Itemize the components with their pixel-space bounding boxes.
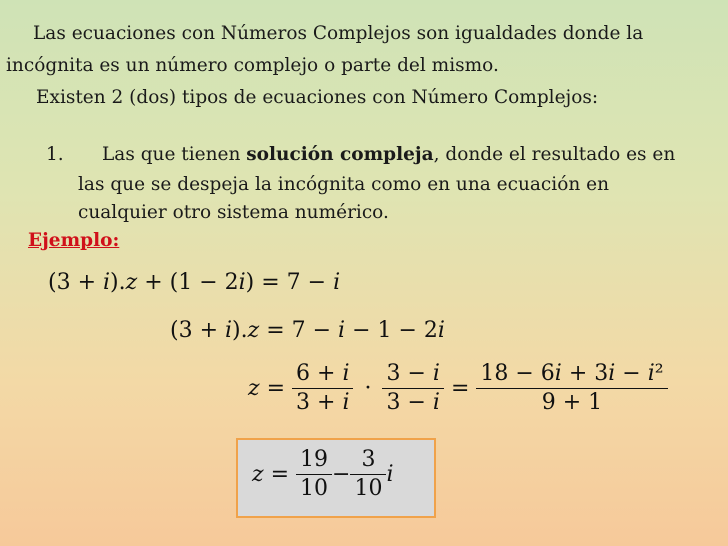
eq3-frac1-denominator: 3 + 𝑖	[296, 390, 350, 415]
intro-line-2: incógnita es un número complejo o parte del mismo.	[6, 55, 499, 76]
eq3-dot: ·	[364, 376, 372, 401]
eq3-frac3-denominator: 9 + 1	[541, 390, 603, 415]
result-minus: −	[332, 462, 351, 487]
equation-1: (3 + 𝑖).𝑧 + (1 − 2𝑖) = 7 − 𝑖	[48, 270, 341, 295]
list-item-line-2: las que se despeja la incógnita como en una ecuación en	[78, 174, 609, 195]
result-frac1-numerator: 19	[296, 446, 332, 475]
eq3-frac2-numerator: 3 − 𝑖	[382, 360, 443, 389]
result-imaginary-unit: 𝑖	[386, 462, 394, 487]
result-frac1-denominator: 10	[300, 476, 329, 501]
eq3-frac3-numerator: 18 − 6𝑖 + 3𝑖 − 𝑖²	[476, 360, 667, 389]
list-item-line-3: cualquier otro sistema numérico.	[78, 202, 389, 223]
result-frac2-numerator: 3	[350, 446, 386, 475]
eq3-lhs: 𝑧 =	[248, 376, 286, 401]
intro-line-1: Las ecuaciones con Números Complejos son igualdades donde la	[33, 23, 644, 44]
eq3-equals: =	[450, 376, 470, 401]
result-lhs: 𝑧 =	[252, 462, 290, 487]
list-item-number: 1.	[46, 144, 64, 165]
result-fraction-2	[350, 446, 386, 503]
intro-line-3: Existen 2 (dos) tipos de ecuaciones con Número Complejos:	[36, 87, 599, 108]
result-equation	[252, 446, 394, 503]
eq3-fraction-1	[292, 360, 353, 417]
eq3-fraction-2	[382, 360, 443, 417]
equation-3	[248, 360, 668, 417]
list-item-text-before: Las que tienen	[102, 144, 247, 165]
list-item-text-after: , donde el resultado es en	[433, 144, 676, 165]
example-label: Ejemplo:	[28, 230, 120, 251]
eq3-fraction-3	[476, 360, 667, 417]
equation-2: (3 + 𝑖).𝑧 = 7 − 𝑖 − 1 − 2𝑖	[170, 318, 445, 343]
result-frac2-denominator: 10	[354, 476, 383, 501]
eq3-frac1-numerator: 6 + 𝑖	[292, 360, 353, 389]
list-item-bold-term: solución compleja	[246, 144, 434, 165]
result-fraction-1	[296, 446, 332, 503]
eq3-frac2-denominator: 3 − 𝑖	[386, 390, 440, 415]
list-item-line-1	[102, 143, 675, 167]
